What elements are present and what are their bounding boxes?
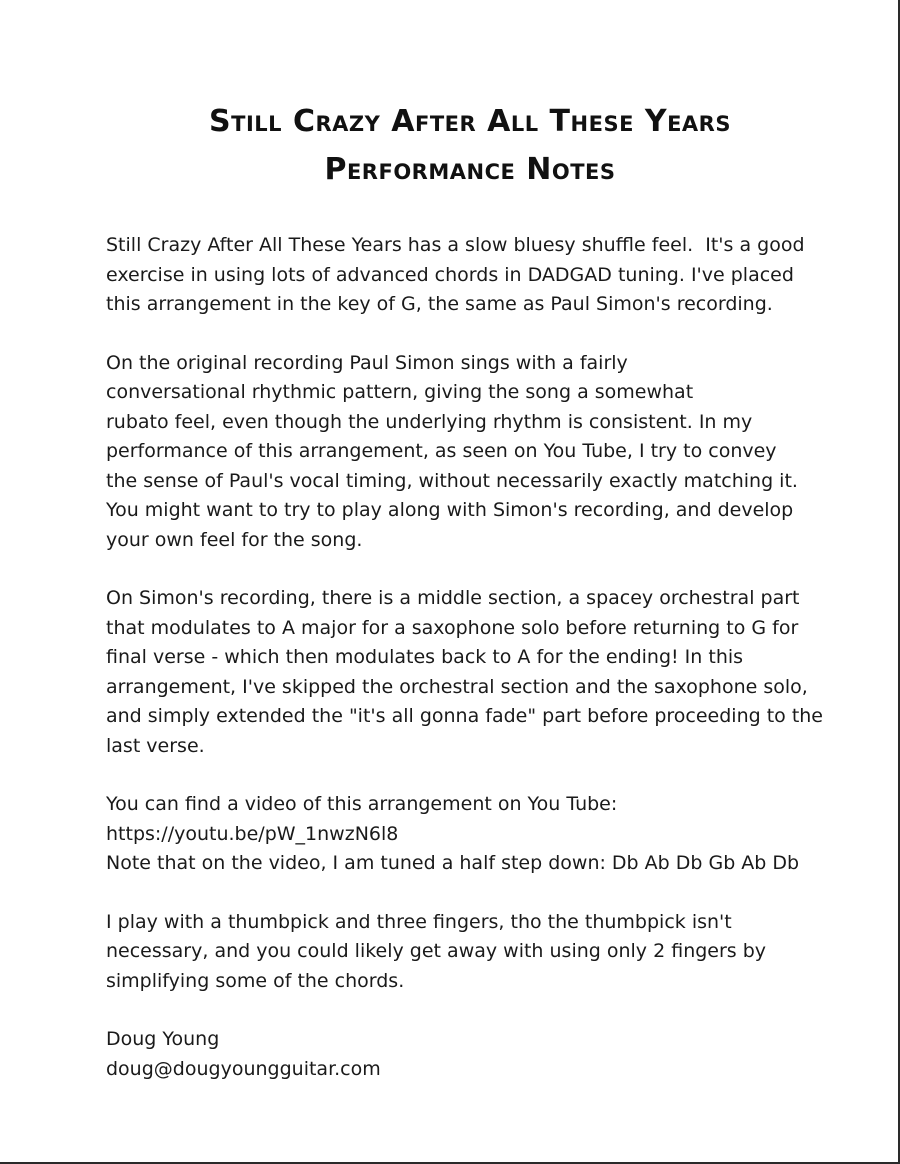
video-link[interactable]: https://youtu.be/pW_1nwzN6l8 (106, 822, 399, 845)
author-email[interactable]: doug@dougyoungguitar.com (106, 1057, 381, 1080)
signature-block (106, 1025, 886, 1084)
text-line: Note that on the video, I am tuned a half step down: Db Ab Db Gb Ab Db (106, 852, 800, 874)
text-line: I play with a thumbpick and three fingers, tho the thumbpick isn't (106, 910, 732, 933)
text-line: You can find a video of this arrangement on You Tube: (106, 793, 618, 815)
paragraph-intro (106, 231, 886, 320)
title-block (0, 98, 900, 194)
text-line: your own feel for the song. (106, 528, 363, 551)
text-line: Still Crazy After All These Years has a slow bluesy shuffle feel. It's a good (106, 234, 805, 256)
page-subtitle: Performance Notes (324, 152, 616, 187)
paragraph-video (106, 790, 886, 879)
text-line: this arrangement in the key of G, the same as Paul Simon's recording. (106, 293, 773, 315)
text-line: and simply extended the "it's all gonna fade" part before proceeding to the (106, 705, 823, 727)
text-line: necessary, and you could likely get away with using only 2 fingers by (106, 940, 767, 962)
paragraph-timing (106, 349, 886, 556)
page-title: Still Crazy After All These Years (209, 104, 731, 139)
text-line: arrangement, I've skipped the orchestral section and the saxophone solo, (106, 675, 808, 698)
document-body (106, 231, 886, 1113)
text-line: that modulates to A major for a saxophone solo before returning to G for (106, 616, 799, 639)
text-line: last verse. (106, 734, 205, 757)
text-line: conversational rhythmic pattern, giving the song a somewhat (106, 381, 694, 403)
paragraph-arrangement (106, 584, 886, 761)
text-line: final verse - which then modulates back to A for the ending! In this (106, 646, 744, 668)
text-line: the sense of Paul's vocal timing, without necessarily exactly matching it. (106, 469, 798, 492)
text-line: You might want to try to play along with Simon's recording, and develop (106, 499, 794, 521)
text-line: On the original recording Paul Simon sings with a fairly (106, 351, 628, 374)
text-line: simplifying some of the chords. (106, 969, 405, 992)
text-line: performance of this arrangement, as seen on You Tube, I try to convey (106, 440, 777, 462)
author-name: Doug Young (106, 1028, 220, 1050)
text-line: exercise in using lots of advanced chords in DADGAD tuning. I've placed (106, 263, 794, 286)
text-line: rubato feel, even though the underlying rhythm is consistent. In my (106, 410, 753, 433)
text-line: On Simon's recording, there is a middle section, a spacey orchestral part (106, 587, 800, 609)
paragraph-technique (106, 908, 886, 997)
